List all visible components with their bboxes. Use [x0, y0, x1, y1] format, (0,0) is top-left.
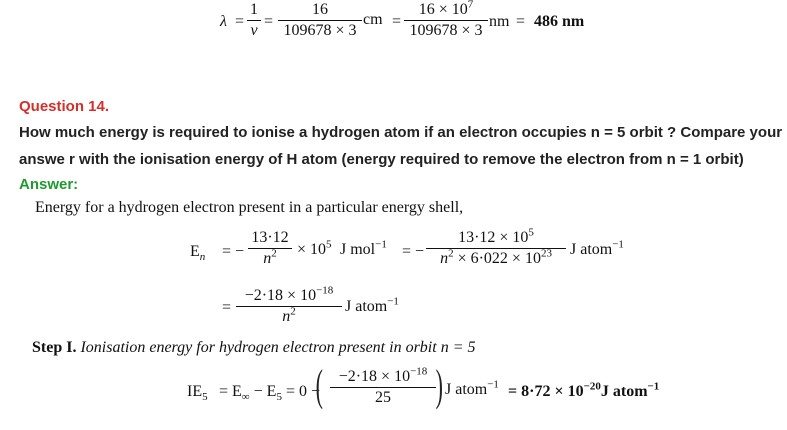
- final-result: = $8\cdot 72 \times 10^{-20}J$ atom$^{-1}$: [508, 380, 660, 400]
- ie5-symbol: $IE_5$: [187, 383, 208, 404]
- equals-sign: =: [235, 13, 245, 30]
- unit-nm: nm: [489, 13, 510, 30]
- step-one-heading: Step I. Ionisation energy for hydrogen electron present in orbit n = 5: [32, 339, 476, 356]
- left-parenthesis: (: [315, 361, 323, 410]
- equals-sign: =: [392, 13, 402, 30]
- numerator: $-2\cdot 18 \times 10^{-18}$: [338, 365, 428, 385]
- denominator: $n^2$: [282, 305, 296, 325]
- numerator: $13\cdot 12 \times 10^5$: [458, 226, 534, 246]
- fraction-2-18-over-n2: [236, 284, 342, 326]
- numerator: $-2\cdot 18 \times 10^{-18}$: [244, 284, 334, 304]
- unit-j-atom: J atom$^{-1}$: [445, 378, 499, 398]
- fraction-13-12-over-n2: [248, 229, 292, 268]
- fraction-2-18-over-25: [330, 365, 436, 407]
- result-value: 486 nm: [534, 13, 585, 30]
- unit-j-atom: J atom$^{-1}$: [345, 295, 399, 315]
- fraction-one-over-v: [247, 1, 261, 40]
- unit-cm: cm: [363, 11, 383, 28]
- denominator: v: [250, 22, 258, 39]
- equals-sign: =: [516, 13, 526, 30]
- equals-minus: = −: [402, 243, 425, 260]
- en-symbol: $E_n$: [190, 243, 206, 264]
- denominator: 109678 × 3: [409, 22, 483, 39]
- denominator: 25: [375, 389, 391, 406]
- equals-sign: =: [264, 13, 274, 30]
- numerator: $16 \times 10^7$: [418, 0, 474, 18]
- answer-intro: Energy for a hydrogen electron present in a particular energy shell,: [35, 199, 464, 216]
- denominator: 109678 × 3: [283, 22, 357, 39]
- fraction-16-over-denominator: [278, 1, 362, 40]
- fraction-16e7-over-denominator: [404, 1, 488, 40]
- unit-j-mol: J mol$^{-1}$: [340, 238, 387, 258]
- numerator: 16: [312, 1, 328, 18]
- right-parenthesis: ): [435, 361, 443, 410]
- question-label: Question 14.: [19, 98, 110, 115]
- denominator: $n^2 \times 6\cdot 022 \times 10^{23}$: [440, 247, 552, 267]
- unit-j-atom: J atom$^{-1}$: [570, 238, 624, 258]
- e-infinity-minus-e5: = $E_\infty - E_5 = 0$ −: [219, 383, 320, 404]
- numerator: 13·12: [251, 229, 289, 246]
- question-text-line-2: answe r with the ionisation energy of H atom (energy required to remove the electron from n = 1 orbit): [19, 151, 744, 168]
- numerator: 1: [250, 1, 258, 18]
- answer-label: Answer:: [19, 176, 79, 193]
- fraction-per-atom: [426, 226, 566, 268]
- lambda-symbol: λ: [220, 13, 227, 30]
- times-power: × $10^5$: [297, 238, 332, 258]
- denominator: $n^2$: [263, 247, 277, 267]
- question-text-line-1: How much energy is required to ionise a hydrogen atom if an electron occupies n = 5 orbit ? Compare your: [19, 124, 783, 141]
- equals-minus: = −: [222, 243, 245, 260]
- equals-sign: =: [222, 299, 232, 316]
